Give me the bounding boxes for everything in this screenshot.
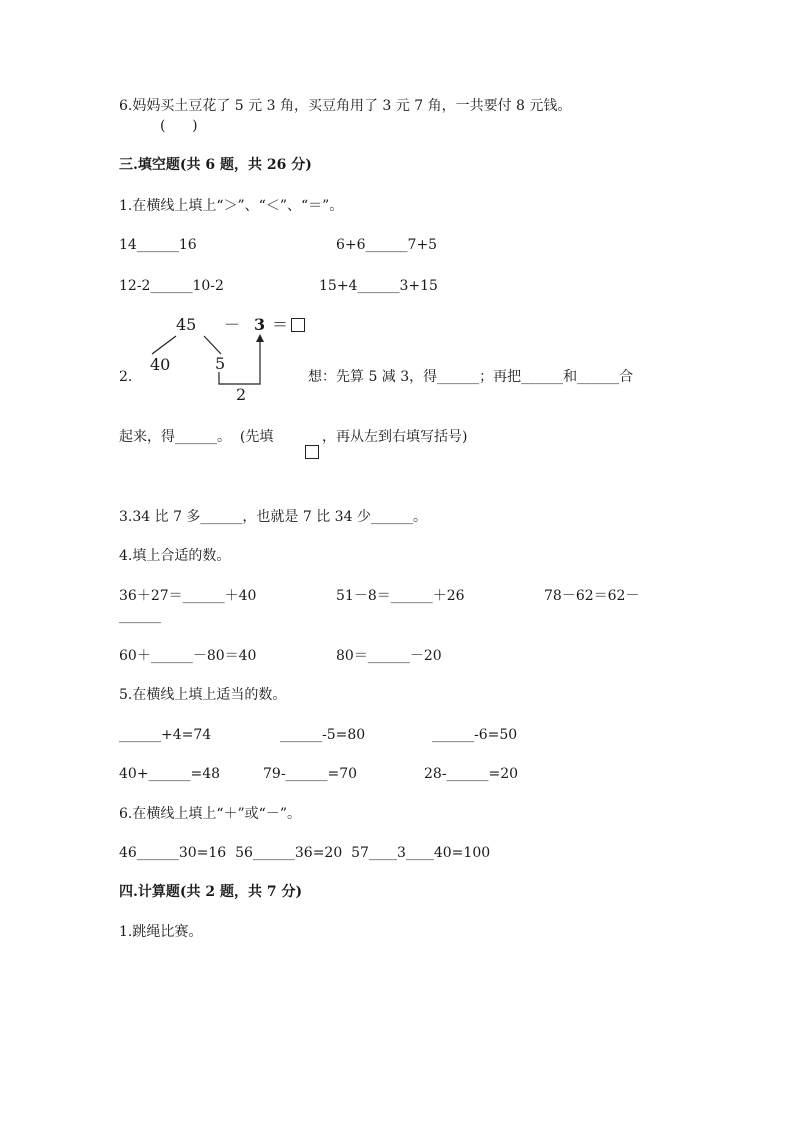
section4-q1: 1.跳绳比赛。 — [119, 924, 203, 940]
q6-line[interactable]: 46______30=16 56______36=20 57____3____40=100 — [119, 845, 491, 861]
q6-answer-paren[interactable]: ( ) — [160, 118, 198, 134]
diagram-right-part: 5 — [215, 354, 226, 373]
diagram-top-number: 45 — [176, 315, 197, 334]
diagram-subtrahend: 3 — [254, 315, 266, 334]
diagram-left-part: 40 — [150, 355, 171, 374]
q5-prompt: 5.在横线上填上适当的数。 — [119, 687, 287, 703]
q6-statement: 6.妈妈买土豆花了 5 元 3 角，买豆角用了 3 元 7 角，一共要付 8 元钱。 — [119, 98, 572, 114]
q2-number: 2. — [119, 369, 133, 385]
section3-title: 三.填空题(共 6 题，共 26 分) — [119, 157, 312, 173]
diagram-equals: ＝ — [272, 315, 289, 334]
q1-row1-right[interactable]: 6+6______7+5 — [336, 237, 438, 253]
q2-think-line[interactable]: 想：先算 5 减 3，得______；再把______和______合 — [308, 369, 634, 385]
q4-d[interactable]: 60＋______－80＝40 — [119, 648, 257, 664]
q5-e[interactable]: 79-______=70 — [263, 766, 358, 782]
inline-square-box — [305, 445, 319, 459]
diagram-bottom-number: 2 — [236, 385, 247, 404]
arrow-head-icon — [256, 334, 264, 342]
q4-a[interactable]: 36＋27＝______＋40 — [119, 588, 257, 604]
q1-prompt: 1.在横线上填上“＞”、“＜”、“＝”。 — [119, 198, 344, 214]
q4-prompt: 4.填上合适的数。 — [119, 548, 231, 564]
q1-row2-right[interactable]: 15+4______3+15 — [319, 278, 438, 294]
q4-e[interactable]: 80＝______－20 — [336, 648, 442, 664]
q2-line2-end: ，再从左到右填写括号) — [322, 429, 468, 445]
branch-right-line — [204, 336, 221, 354]
q5-b[interactable]: ______-5=80 — [280, 727, 366, 743]
q4-c[interactable]: 78－62＝62－ — [544, 588, 640, 604]
q3-text[interactable]: 3.34 比 7 多______，也就是 7 比 34 少______。 — [119, 509, 427, 525]
answer-box[interactable] — [291, 318, 305, 332]
q4-b[interactable]: 51－8＝______＋26 — [336, 588, 465, 604]
q5-f[interactable]: 28-______=20 — [424, 766, 519, 782]
q5-d[interactable]: 40+______=48 — [119, 766, 221, 782]
q5-c[interactable]: ______-6=50 — [432, 727, 518, 743]
q2-line2-start[interactable]: 起来，得______。 (先填 — [119, 429, 274, 445]
q1-row1-left[interactable]: 14______16 — [119, 237, 197, 253]
section4-title: 四.计算题(共 2 题，共 7 分) — [119, 884, 303, 900]
q4-c-continued[interactable]: ______ — [119, 608, 161, 624]
q1-row2-left[interactable]: 12-2______10-2 — [119, 278, 224, 294]
q5-a[interactable]: ______+4=74 — [119, 727, 212, 743]
q6-prompt: 6.在横线上填上“＋”或“－”。 — [119, 806, 301, 822]
branch-left-line — [152, 336, 176, 354]
diagram-minus: － — [224, 315, 241, 334]
